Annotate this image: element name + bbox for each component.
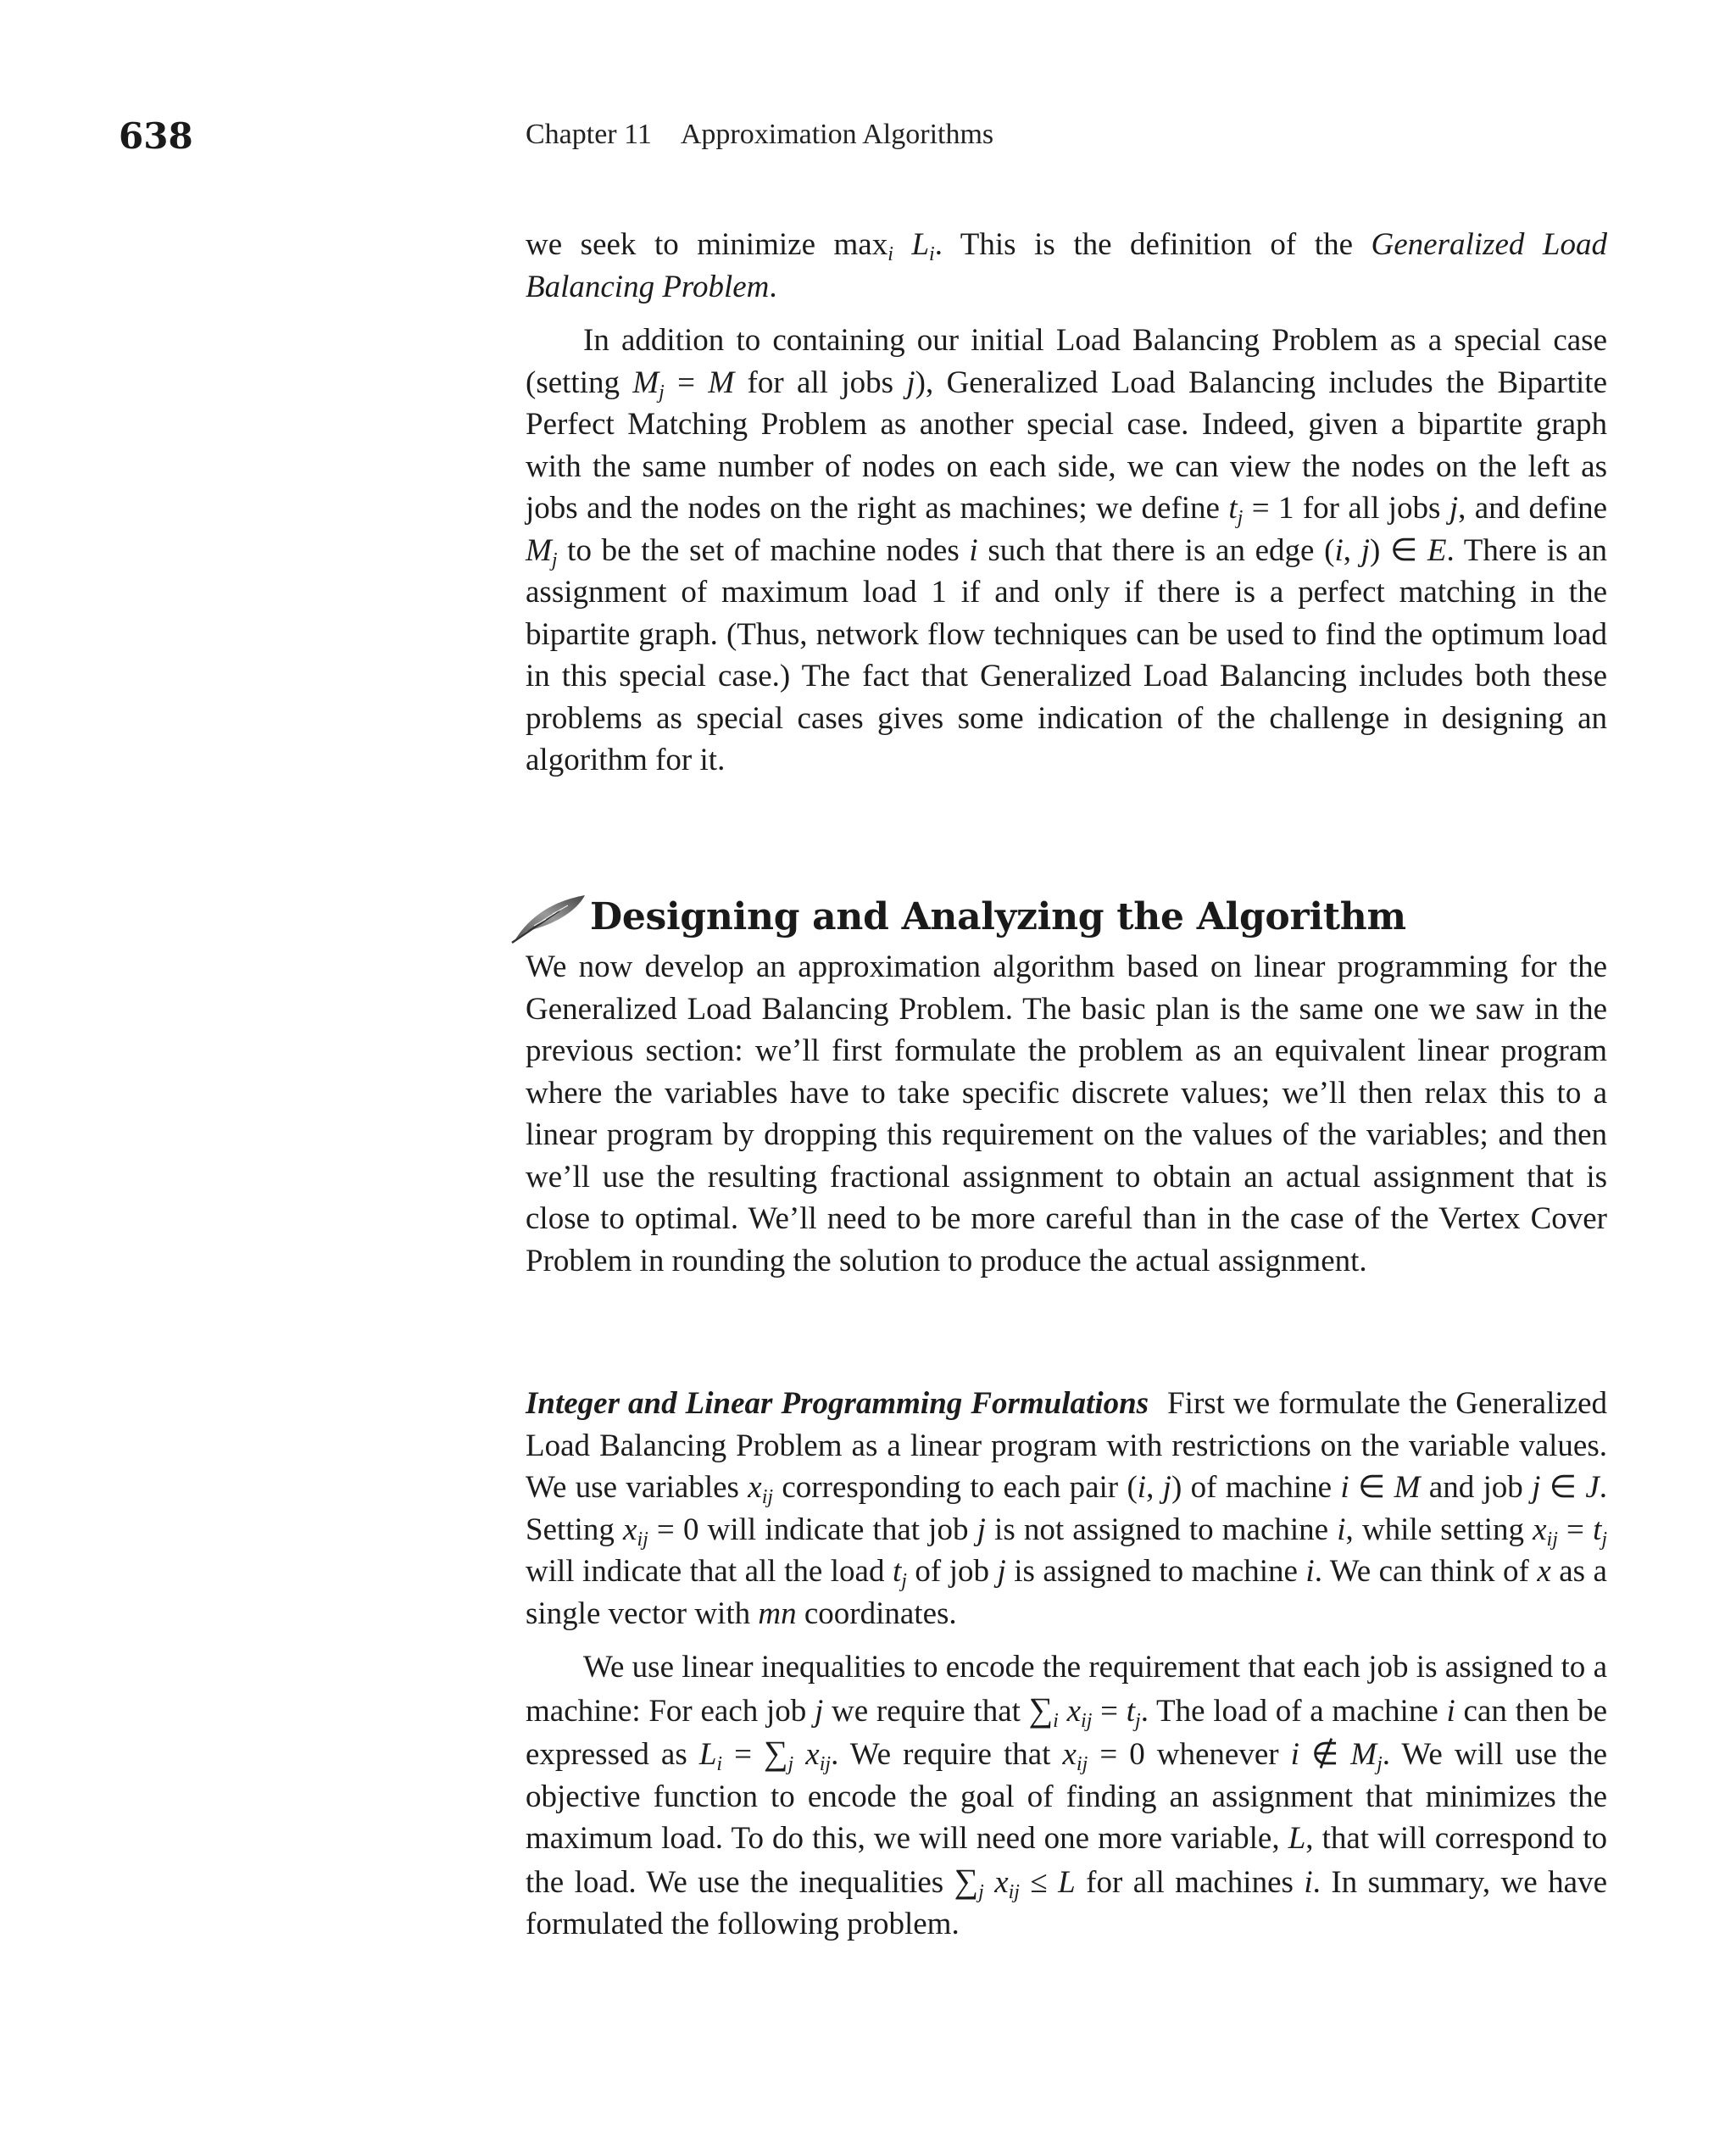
- runin-heading: Integer and Linear Programming Formulations: [526, 1386, 1149, 1421]
- chapter-label: Chapter 11: [526, 119, 652, 150]
- section-heading: [509, 887, 1611, 946]
- paragraph-plan: We now develop an approximation algorithm based on linear programming for the Generalized Load Balancing Problem. The basic plan is the same one we saw in the previous section: we’ll first formulate the problem as an equivalent linear program where the variables have to take specific discrete values; we’ll then relax this to a linear program by dropping this requirement on the values of the variables; and then we’ll use the resulting fractional assignment to obtain an actual assignment that is close to optimal. We’ll need to be more careful than in the case of the Vertex Cover Problem in rounding the solution to produce the actual assignment.: [526, 949, 1607, 1278]
- paragraph-definition: we seek to minimize $\max_i L_i$. This is the definition of the Generalized Load Balancing Problem.: [526, 227, 1607, 304]
- chapter-title: Approximation Algorithms: [680, 119, 994, 150]
- formulation-block: [526, 1383, 1607, 1946]
- paragraph-inequalities: We use linear inequalities to encode the requirement that each job is assigned to a machine: For each job j we require that $\sum_i$ $x_{ij} = t_j$. The load of a machine i can then be expressed as $L_i = \sum_j$ $x_{ij}$. We require that $x_{ij} = 0$ whenever i ∉ $M_j$. We will use the objective function to encode the goal of finding an assignment that minimizes the maximum load. To do this, we will need one more variable, L, that will correspond to the load. We use the inequalities $\sum_j$ $x_{ij} \le L$ for all machines i. In summary, we have formulated the following problem.: [526, 1650, 1608, 1941]
- section-title: Designing and Analyzing the Algorithm: [590, 894, 1406, 938]
- feather-icon: [509, 887, 590, 946]
- paragraph-formulation: Integer and Linear Programming Formulations First we formulate the Generalized Load Balancing Problem as a linear program with restrictions on the variable values. We use variables $x_{ij}$ corresponding to each pair (i, j) of machine i ∈ M and job j ∈ J. Setting $x_{ij} = 0$ will indicate that job j is not assigned to machine i, while setting $x_{ij} = t_j$ will indicate that all the load $t_j$ of job j is assigned to machine i. We can think of x as a single vector with mn coordinates.: [526, 1386, 1608, 1631]
- algorithm-block: [526, 946, 1607, 1282]
- running-head: [526, 119, 993, 151]
- intro-block: [526, 224, 1607, 782]
- paragraph-special-cases: In addition to containing our initial Load Balancing Problem as a special case (setting $M_j = M$ for all jobs j), Generalized Load Balancing includes the Bipartite Perfect Matching Problem as another special case. Indeed, given a bipartite graph with the same number of nodes on each side, we can view the nodes on the left as jobs and the nodes on the right as machines; we define $t_j = 1$ for all jobs j, and define $M_j$ to be the set of machine nodes i such that there is an edge (i, j) ∈ E. There is an assignment of maximum load 1 if and only if there is a perfect matching in the bipartite graph. (Thus, network flow techniques can be used to find the optimum load in this special case.) The fact that Generalized Load Balancing includes both these problems as special cases gives some indication of the challenge in designing an algorithm for it.: [526, 323, 1608, 777]
- page-number: 638: [119, 115, 193, 157]
